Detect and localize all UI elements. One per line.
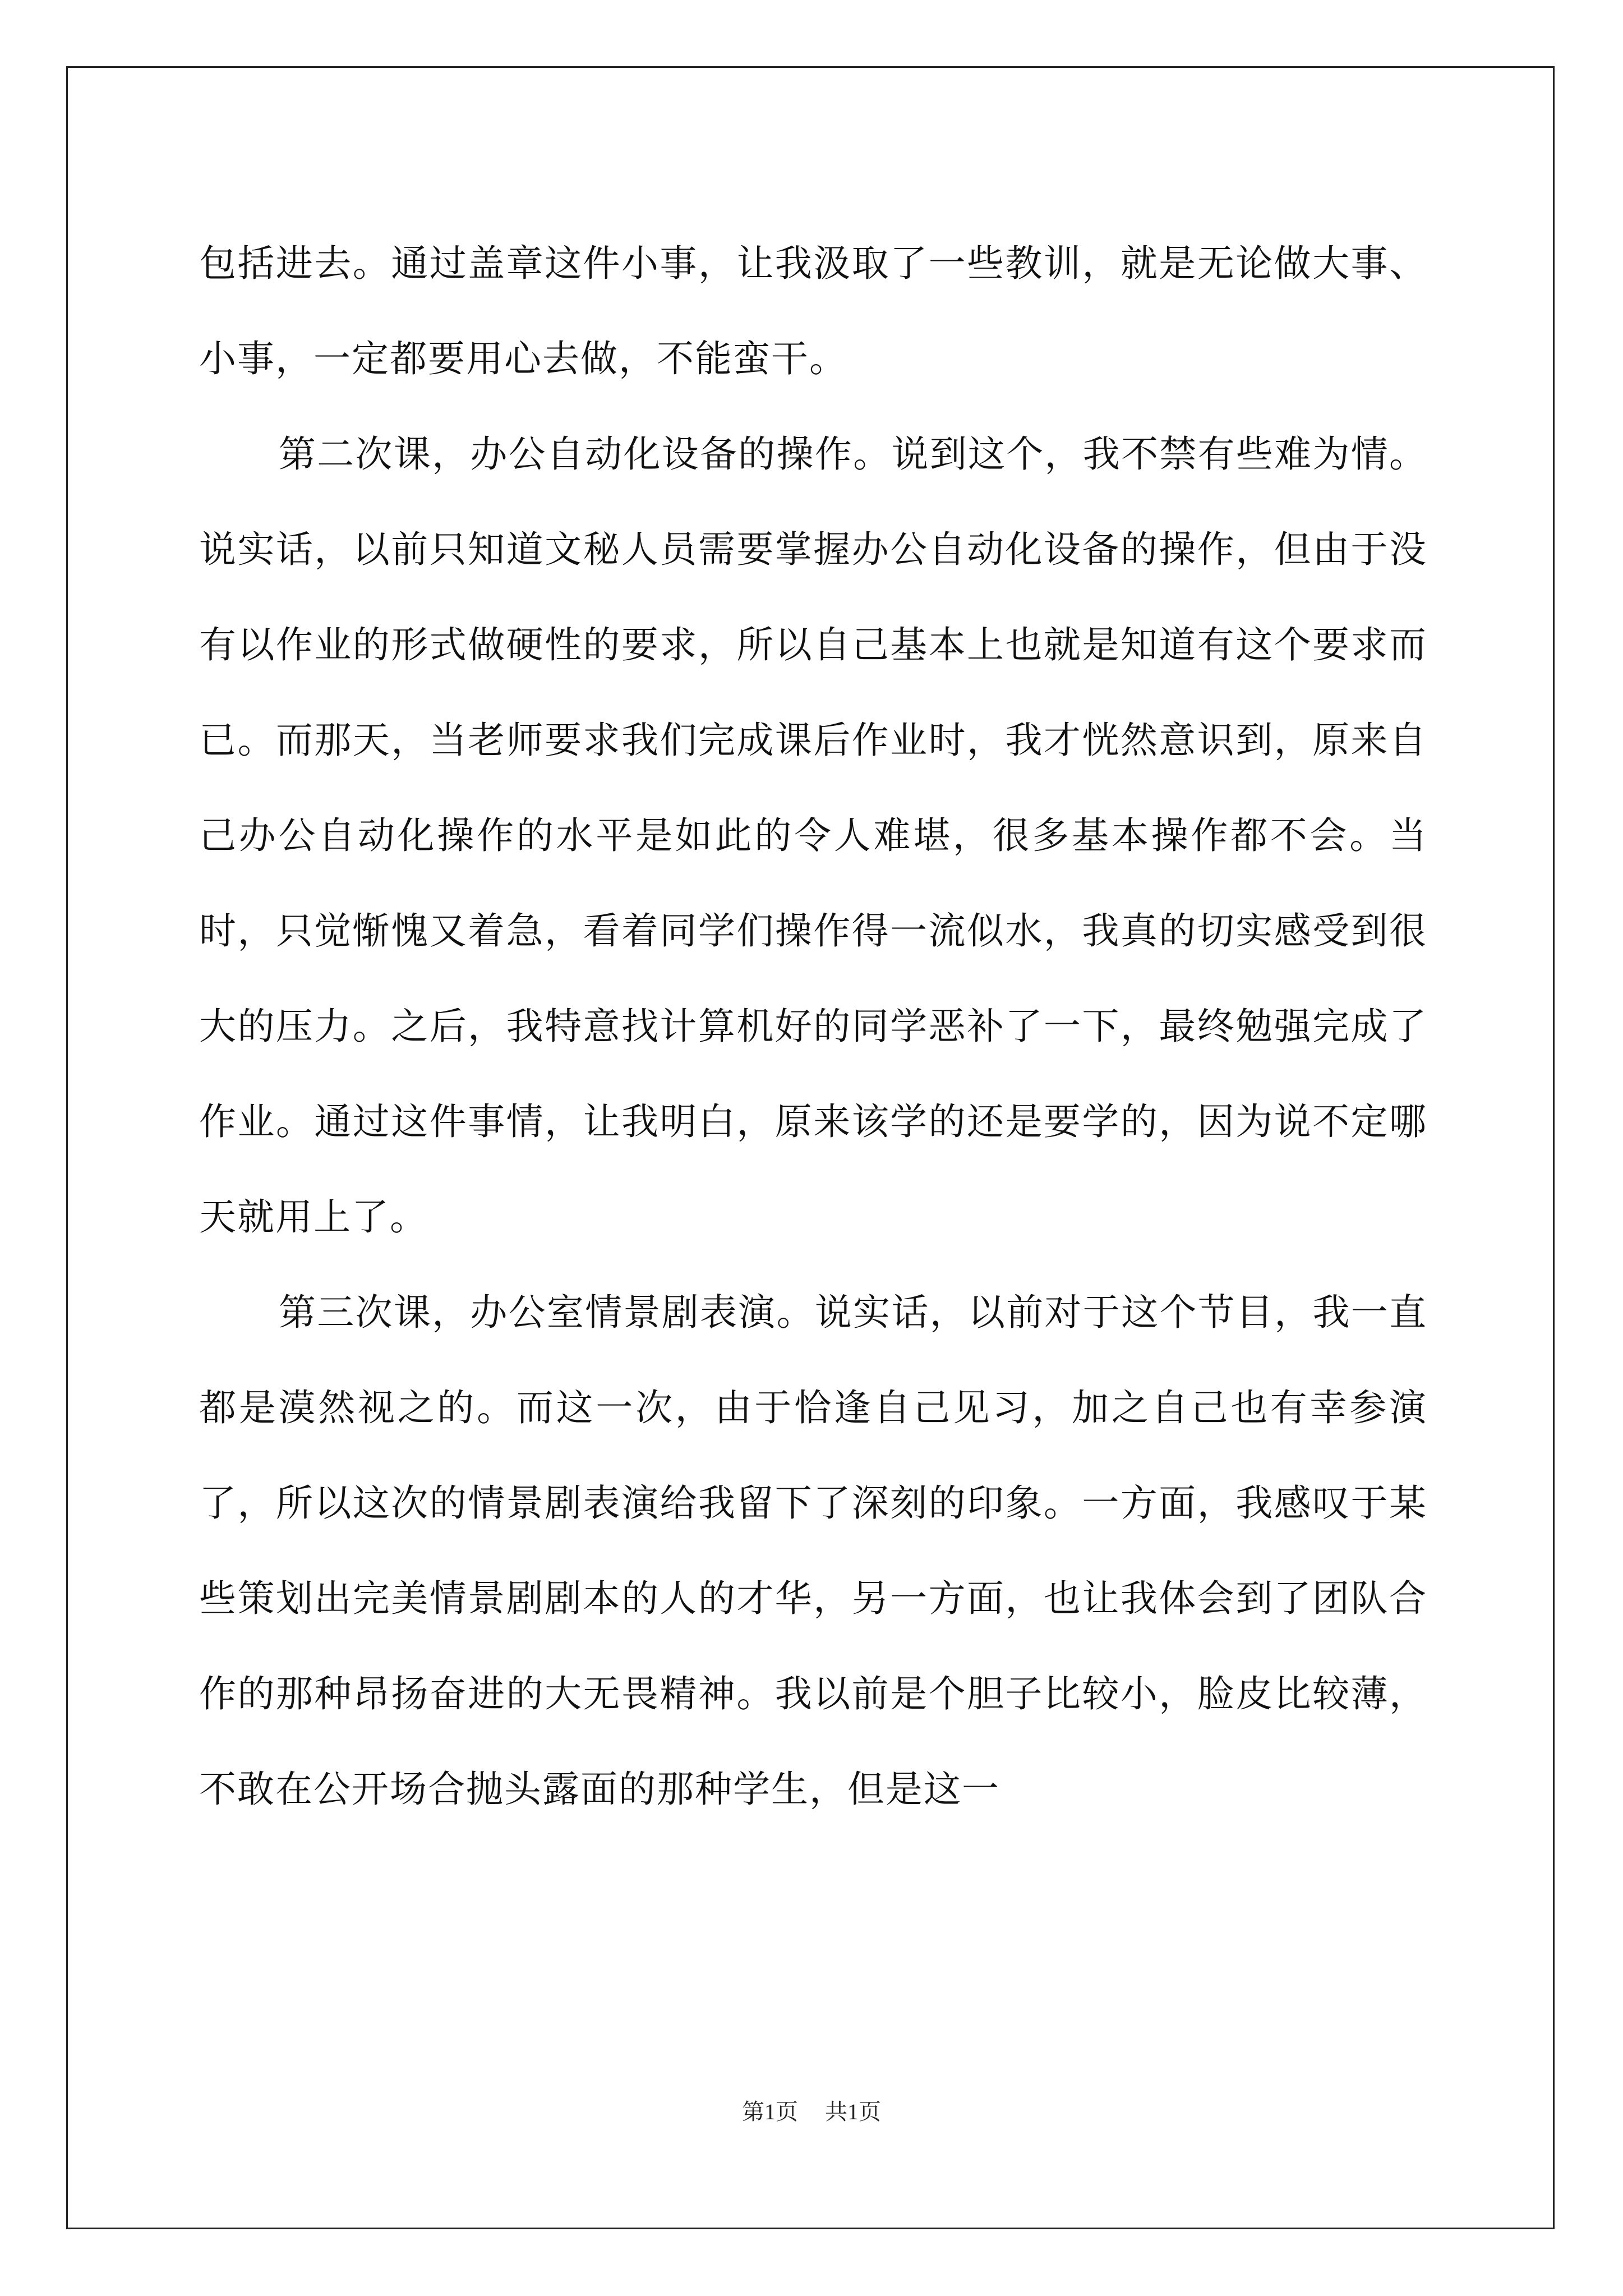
paragraph-2: 第二次课，办公自动化设备的操作。说到这个，我不禁有些难为情。说实话，以前只知道文秘人员需要掌握办公自动化设备的操作，但由于没有以作业的形式做硬性的要求，所以自己基本上也就是知道有这个要求而已。而那天，当老师要求我们完成课后作业时，我才恍然意识到，原来自己办公自动化操作的水平是如此的令人难堪，很多基本操作都不会。当时，只觉惭愧又着急，看着同学们操作得一流似水，我真的切实感受到很大的压力。之后，我特意找计算机好的同学恶补了一下，最终勉强完成了作业。通过这件事情，让我明白，原来该学的还是要学的，因为说不定哪天就用上了。: [199, 432, 1427, 1239]
page-footer: [0, 2098, 1623, 2126]
page-total: 共1页: [825, 2099, 881, 2124]
page-number: 第1页: [742, 2099, 798, 2124]
document-body: [199, 216, 1427, 1837]
paragraph-3: 第三次课，办公室情景剧表演。说实话，以前对于这个节目，我一直都是漠然视之的。而这一次，由于恰逢自己见习，加之自己也有幸参演了，所以这次的情景剧表演给我留下了深刻的印象。一方面，我感叹于某些策划出完美情景剧剧本的人的才华，另一方面，也让我体会到了团队合作的那种昂扬奋进的大无畏精神。我以前是个胆子比较小，脸皮比较薄，不敢在公开场合抛头露面的那种学生，但是这一: [199, 1291, 1427, 1811]
paragraph-1: 包括进去。通过盖章这件小事，让我汲取了一些教训，就是无论做大事、小事，一定都要用心去做，不能蛮干。: [199, 242, 1427, 380]
